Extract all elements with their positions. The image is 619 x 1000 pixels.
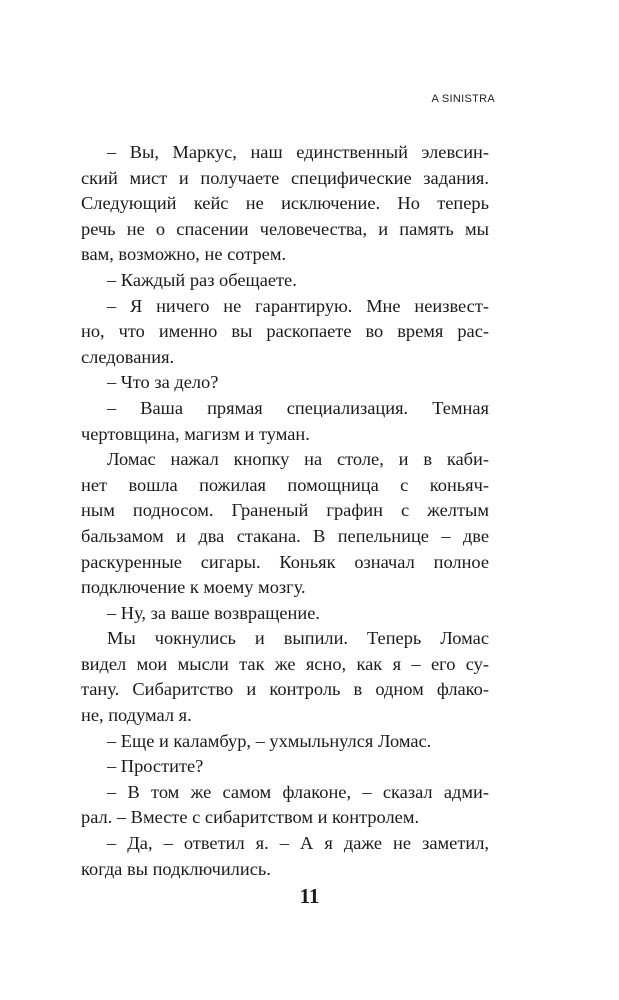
text-line: – Еще и каламбур, – ухмыльнулся Ломас. bbox=[107, 730, 432, 751]
text-line: речь не о спасении человечества, и память мы bbox=[81, 218, 489, 239]
text-line: следования. bbox=[81, 346, 175, 367]
text-line: – Простите? bbox=[107, 756, 204, 777]
page-body bbox=[81, 140, 489, 882]
text-line: бальзамом и два стакана. В пепельнице – две bbox=[81, 525, 489, 546]
text-line: – Я ничего не гарантирую. Мне неизвест- bbox=[107, 295, 489, 316]
text-line: – Вы, Маркус, наш единственный элевсин- bbox=[107, 142, 489, 162]
text-line: – Да, – ответил я. – А я даже не заметил, bbox=[107, 833, 489, 854]
text-line: видел мои мысли так же ясно, как я – его су- bbox=[81, 653, 489, 674]
text-line: ным подносом. Граненый графин с желтым bbox=[81, 500, 489, 521]
text-line: раскуренные сигары. Коньяк означал полное bbox=[81, 551, 489, 572]
page-number: 11 bbox=[299, 884, 320, 908]
text-line: Ломас нажал кнопку на столе, и в каби- bbox=[107, 449, 489, 470]
text-line: – В том же самом флаконе, – сказал адми- bbox=[107, 781, 489, 802]
text-line: – Ваша прямая специализация. Темная bbox=[107, 397, 489, 418]
text-line: – Каждый раз обещаете. bbox=[107, 269, 297, 290]
text-line: – Что за дело? bbox=[107, 372, 219, 393]
text-line: тану. Сибаритство и контроль в одном флако- bbox=[81, 679, 489, 700]
running-title: A SINISTRA bbox=[431, 93, 495, 105]
text-line: нет вошла пожилая помощница с коньяч- bbox=[81, 474, 489, 495]
text-line: чертовщина, магизм и туман. bbox=[81, 423, 310, 444]
text-line: когда вы подключились. bbox=[81, 858, 271, 879]
text-line: подключение к моему мозгу. bbox=[81, 577, 306, 598]
text-line: ский мист и получаете специфические задания. bbox=[81, 167, 489, 188]
text-line: вам, возможно, не сотрем. bbox=[81, 244, 287, 265]
text-line: не, подумал я. bbox=[81, 705, 192, 726]
text-line: – Ну, за ваше возвращение. bbox=[107, 602, 320, 623]
text-line: Следующий кейс не исключение. Но теперь bbox=[81, 193, 489, 214]
text-line: Мы чокнулись и выпили. Теперь Ломас bbox=[107, 628, 489, 649]
text-line: но, что именно вы раскопаете во время рас- bbox=[81, 321, 489, 342]
text-line: рал. – Вместе с сибаритством и контролем. bbox=[81, 807, 420, 828]
